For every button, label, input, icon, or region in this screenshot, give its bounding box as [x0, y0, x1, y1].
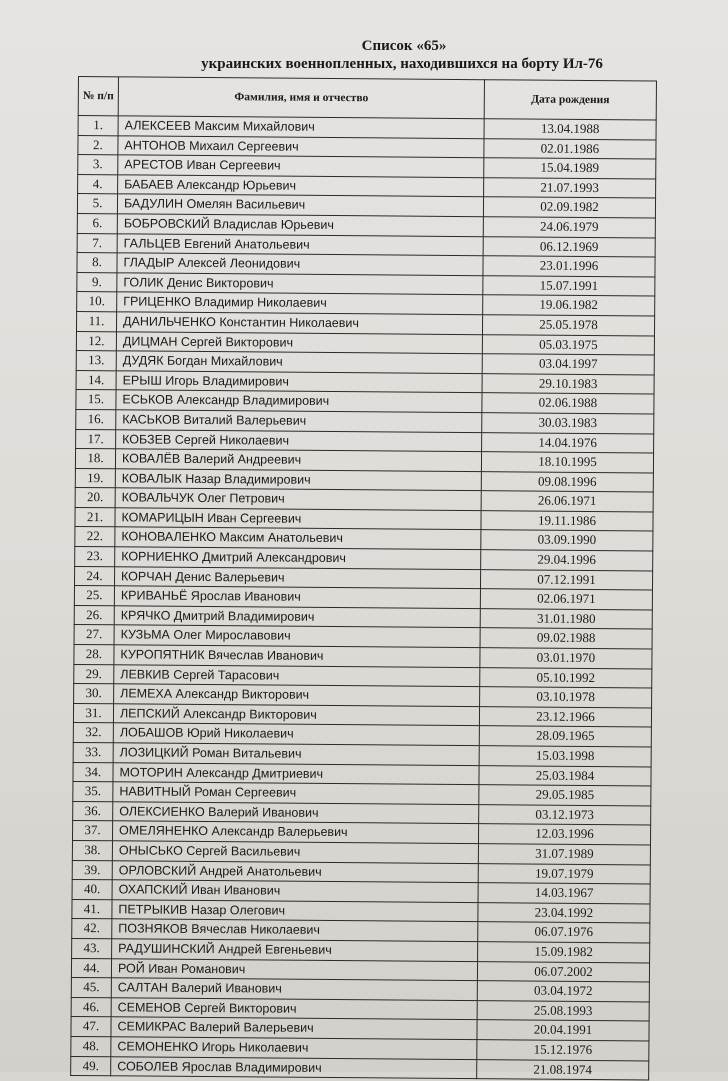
- birth-date: 05.10.1992: [480, 667, 652, 688]
- birth-date: 09.02.1988: [480, 628, 652, 649]
- row-number: 29.: [74, 664, 114, 684]
- full-name: КАСЬКОВ Виталий Валерьевич: [116, 410, 482, 432]
- full-name: ГАЛЬЦЕВ Евгений Анатольевич: [117, 233, 483, 255]
- birth-date: 18.10.1995: [481, 452, 653, 473]
- full-name: НАВИТНЫЙ Роман Сергеевич: [113, 782, 479, 804]
- row-number: 32.: [73, 723, 113, 743]
- table-row: [71, 1056, 649, 1080]
- row-number: 45.: [71, 978, 111, 998]
- row-number: 13.: [76, 351, 116, 371]
- row-number: 20.: [75, 488, 115, 508]
- row-number: 31.: [73, 703, 113, 723]
- full-name: ЛОБАШОВ Юрий Николаевич: [113, 723, 479, 745]
- row-number: 23.: [75, 547, 115, 567]
- birth-date: 21.08.1974: [477, 1059, 649, 1080]
- birth-date: 15.04.1989: [484, 158, 656, 179]
- row-number: 7.: [77, 233, 117, 253]
- row-number: 49.: [71, 1056, 111, 1076]
- full-name: ОРЛОВСКИЙ Андрей Анатольевич: [112, 860, 478, 882]
- full-name: ПЕТРЫКИВ Назар Олегович: [112, 900, 478, 922]
- birth-date: 29.05.1985: [479, 785, 651, 806]
- birth-date: 15.07.1991: [483, 275, 655, 296]
- row-number: 28.: [74, 645, 114, 665]
- full-name: РОЙ Иван Романович: [111, 958, 477, 980]
- full-name: ОЛЕКСИЕНКО Валерий Иванович: [113, 802, 479, 824]
- full-name: ОМЕЛЯНЕНКО Александр Валерьевич: [112, 821, 478, 843]
- row-number: 4.: [78, 174, 118, 194]
- row-number: 37.: [72, 821, 112, 841]
- birth-date: 15.09.1982: [478, 942, 650, 963]
- full-name: ПОЗНЯКОВ Вячеслав Николаевич: [112, 919, 478, 941]
- row-number: 16.: [76, 409, 116, 429]
- full-name: БАДУЛИН Омелян Васильевич: [117, 194, 483, 216]
- row-number: 1.: [78, 116, 118, 136]
- row-number: 36.: [73, 801, 113, 821]
- full-name: ДУДЯК Богдан Михайлович: [116, 351, 482, 373]
- row-number: 8.: [77, 253, 117, 273]
- birth-date: 12.03.1996: [478, 824, 650, 845]
- full-name: ГОЛИК Денис Викторович: [117, 273, 483, 295]
- full-name: КОВАЛЁВ Валерий Андреевич: [115, 449, 481, 471]
- full-name: СЕМЕНОВ Сергей Викторович: [111, 998, 477, 1020]
- row-number: 24.: [74, 566, 114, 586]
- full-name: КУЗЬМА Олег Мирославович: [114, 625, 480, 647]
- full-name: АЛЕКСЕЕВ Максим Михайлович: [118, 116, 484, 138]
- birth-date: 24.06.1979: [483, 217, 655, 238]
- birth-date: 29.04.1996: [481, 550, 653, 571]
- birth-date: 02.01.1986: [484, 138, 656, 159]
- row-number: 48.: [71, 1036, 111, 1056]
- birth-date: 03.12.1973: [479, 804, 651, 825]
- birth-date: 31.07.1989: [478, 844, 650, 865]
- birth-date: 15.03.1998: [479, 746, 651, 767]
- document-subtitle: украинских военнопленных, находившихся на борту Ил-76: [201, 56, 603, 72]
- full-name: РАДУШИНСКИЙ Андрей Евгеньевич: [112, 939, 478, 961]
- full-name: КУРОПЯТНИК Вячеслав Иванович: [114, 645, 480, 667]
- full-name: КРИВАНЬЁ Ярослав Иванович: [114, 586, 480, 608]
- row-number: 10.: [77, 292, 117, 312]
- birth-date: 31.01.1980: [480, 609, 652, 630]
- full-name: АНТОНОВ Михаил Сергеевич: [118, 135, 484, 157]
- birth-date: 03.04.1972: [477, 981, 649, 1002]
- birth-date: 03.09.1990: [481, 530, 653, 551]
- birth-date: 06.07.2002: [477, 961, 649, 982]
- full-name: ЛОЗИЦКИЙ Роман Витальевич: [113, 743, 479, 765]
- full-name: ДИЦМАН Сергей Викторович: [116, 331, 482, 353]
- row-number: 26.: [74, 605, 114, 625]
- full-name: СОБОЛЕВ Ярослав Владимирович: [111, 1056, 477, 1078]
- full-name: КОНОВАЛЕНКО Максим Анатольевич: [115, 527, 481, 549]
- row-number: 12.: [76, 331, 116, 351]
- birth-date: 06.12.1969: [483, 236, 655, 257]
- full-name: КОРЧАН Денис Валерьевич: [114, 566, 480, 588]
- birth-date: 23.04.1992: [478, 902, 650, 923]
- row-number: 5.: [77, 194, 117, 214]
- row-number: 47.: [71, 1017, 111, 1037]
- full-name: КОВАЛЫК Назар Владимирович: [115, 468, 481, 490]
- row-number: 25.: [74, 586, 114, 606]
- birth-date: 19.07.1979: [478, 863, 650, 884]
- row-number: 22.: [75, 527, 115, 547]
- full-name: ЛЕВКИВ Сергей Тарасович: [114, 664, 480, 686]
- row-number: 41.: [72, 899, 112, 919]
- birth-date: 19.11.1986: [481, 511, 653, 532]
- birth-date: 02.06.1988: [482, 393, 654, 414]
- table-body: [71, 116, 657, 1081]
- row-number: 40.: [72, 880, 112, 900]
- full-name: ГЛАДЫР Алексей Леонидович: [117, 253, 483, 275]
- row-number: 3.: [78, 155, 118, 175]
- birth-date: 02.09.1982: [483, 197, 655, 218]
- table-header-row: [78, 77, 656, 121]
- birth-date: 03.01.1970: [480, 648, 652, 669]
- row-number: 19.: [75, 468, 115, 488]
- full-name: КОРНИЕНКО Дмитрий Александрович: [115, 547, 481, 569]
- row-number: 34.: [73, 762, 113, 782]
- row-number: 35.: [73, 782, 113, 802]
- row-number: 43.: [72, 938, 112, 958]
- row-number: 33.: [73, 742, 113, 762]
- full-name: ЛЕПСКИЙ Александр Викторович: [113, 704, 479, 726]
- birth-date: 21.07.1993: [484, 177, 656, 198]
- row-number: 15.: [76, 390, 116, 410]
- full-name: КОВАЛЬЧУК Олег Петрович: [115, 488, 481, 510]
- birth-date: 29.10.1983: [482, 373, 654, 394]
- full-name: КОБЗЕВ Сергей Николаевич: [116, 429, 482, 451]
- row-number: 42.: [72, 919, 112, 939]
- birth-date: 14.03.1967: [478, 883, 650, 904]
- column-header-birthdate: Дата рождения: [484, 80, 656, 120]
- birth-date: 28.09.1965: [479, 726, 651, 747]
- row-number: 6.: [77, 213, 117, 233]
- birth-date: 14.04.1976: [482, 432, 654, 453]
- row-number: 2.: [78, 135, 118, 155]
- birth-date: 05.03.1975: [482, 334, 654, 355]
- full-name: ОНЫСЬКО Сергей Васильевич: [112, 841, 478, 863]
- row-number: 46.: [71, 997, 111, 1017]
- row-number: 11.: [76, 311, 116, 331]
- full-name: ГРИЦЕНКО Владимир Николаевич: [117, 292, 483, 314]
- birth-date: 30.03.1983: [482, 413, 654, 434]
- birth-date: 25.03.1984: [479, 765, 651, 786]
- row-number: 38.: [72, 840, 112, 860]
- prisoner-list-table: [70, 76, 657, 1081]
- row-number: 9.: [77, 272, 117, 292]
- birth-date: 25.05.1978: [482, 315, 654, 336]
- full-name: КРЯЧКО Дмитрий Владимирович: [114, 606, 480, 628]
- birth-date: 23.12.1966: [479, 706, 651, 727]
- birth-date: 15.12.1976: [477, 1040, 649, 1061]
- full-name: БАБАЕВ Александр Юрьевич: [118, 175, 484, 197]
- row-number: 39.: [72, 860, 112, 880]
- full-name: ДАНИЛЬЧЕНКО Константин Николаевич: [116, 312, 482, 334]
- birth-date: 03.10.1978: [480, 687, 652, 708]
- birth-date: 07.12.1991: [480, 569, 652, 590]
- full-name: КОМАРИЦЫН Иван Сергеевич: [115, 508, 481, 530]
- birth-date: 09.08.1996: [481, 471, 653, 492]
- full-name: ЕРЫШ Игорь Владимирович: [116, 371, 482, 393]
- birth-date: 25.08.1993: [477, 1000, 649, 1021]
- birth-date: 03.04.1997: [482, 354, 654, 375]
- birth-date: 02.06.1971: [480, 589, 652, 610]
- row-number: 27.: [74, 625, 114, 645]
- full-name: ЕСЬКОВ Александр Владимирович: [116, 390, 482, 412]
- row-number: 21.: [75, 507, 115, 527]
- birth-date: 13.04.1988: [484, 119, 656, 140]
- column-header-number: № п/п: [78, 77, 118, 116]
- full-name: ЛЕМЕХА Александр Викторович: [114, 684, 480, 706]
- row-number: 14.: [76, 370, 116, 390]
- birth-date: 20.04.1991: [477, 1020, 649, 1041]
- birth-date: 19.06.1982: [483, 295, 655, 316]
- birth-date: 06.07.1976: [478, 922, 650, 943]
- full-name: ОХАПСКИЙ Иван Иванович: [112, 880, 478, 902]
- full-name: САЛТАН Валерий Иванович: [111, 978, 477, 1000]
- birth-date: 23.01.1996: [483, 256, 655, 277]
- full-name: МОТОРИН Александр Дмитриевич: [113, 762, 479, 784]
- full-name: БОБРОВСКИЙ Владислав Юрьевич: [117, 214, 483, 236]
- document-title: Список «65»: [361, 38, 447, 54]
- full-name: АРЕСТОВ Иван Сергеевич: [118, 155, 484, 177]
- row-number: 17.: [76, 429, 116, 449]
- full-name: СЕМОНЕНКО Игорь Николаевич: [111, 1037, 477, 1059]
- row-number: 18.: [75, 449, 115, 469]
- birth-date: 26.06.1971: [481, 491, 653, 512]
- row-number: 30.: [74, 684, 114, 704]
- column-header-name: Фамилия, имя и отчество: [118, 77, 484, 119]
- full-name: СЕМИКРАС Валерий Валерьевич: [111, 1017, 477, 1039]
- row-number: 44.: [71, 958, 111, 978]
